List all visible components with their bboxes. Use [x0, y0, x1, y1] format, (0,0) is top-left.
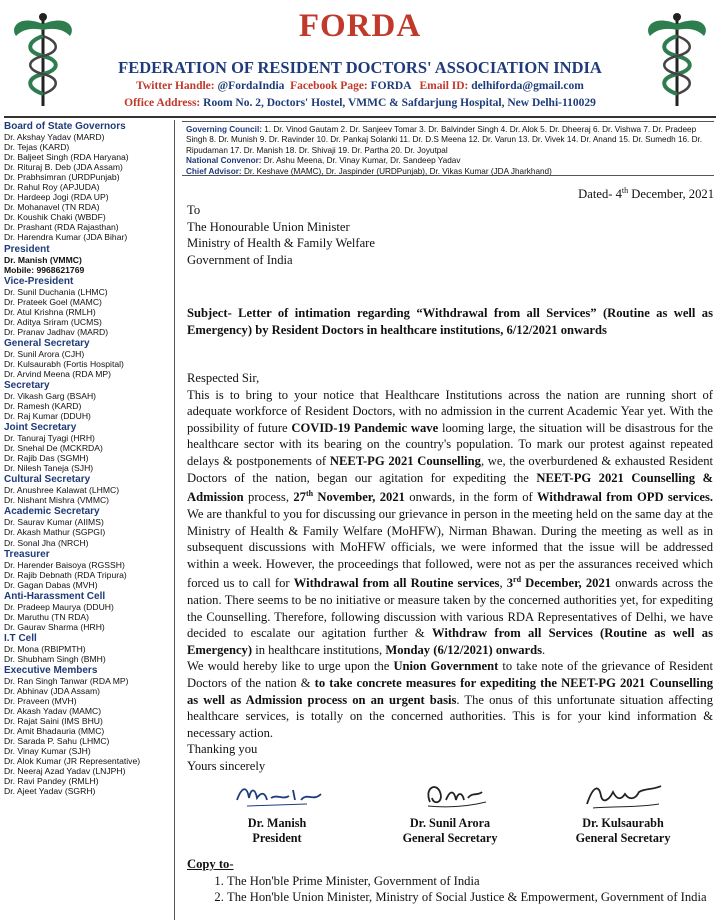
copy-to-item: 1. The Hon'ble Prime Minister, Government of India [227, 873, 713, 890]
sidebar-section-title: Academic Secretary [4, 506, 100, 518]
signatory-1-name: Dr. Manish [247, 816, 307, 830]
sidebar-member: Dr. Harendra Kumar (JDA Bihar) [4, 232, 128, 243]
sidebar-member: Dr. Praveen (MVH) [4, 696, 77, 707]
sidebar-member: Dr. Neeraj Azad Yadav (LNJPH) [4, 766, 126, 777]
closing-thanks: Thanking you [187, 742, 258, 757]
sidebar-member: Dr. Alok Kumar (JR Representative) [4, 756, 141, 767]
sidebar-member: Dr. Rajib Das (SGMH) [4, 453, 89, 464]
copy-to-list [187, 873, 713, 906]
recipient-line-3: Government of India [187, 252, 293, 267]
signature-block [187, 778, 713, 843]
copy-to-item: 2. The Hon'ble Union Minister, Ministry of Social Justice & Empowerment, Government of India [227, 889, 713, 906]
signature-1-icon [217, 778, 337, 812]
signatory-3-name: Dr. Kulsaurabh [582, 816, 664, 830]
sidebar-member: Dr. Nishant Mishra (VMMC) [4, 495, 110, 506]
copy-to-title: Copy to- [187, 857, 234, 871]
office-bearers-sidebar [4, 120, 175, 920]
sidebar-member: Dr. Maruthu (TN RDA) [4, 611, 89, 622]
sidebar-member: Dr. Ravi Pandey (RMLH) [4, 776, 99, 787]
sidebar-member: Dr. Pradeep Maurya (DDUH) [4, 601, 114, 612]
sidebar-member: Dr. Prabhsimran (URDPunjab) [4, 172, 120, 183]
chief-advisor-label: Chief Advisor: [186, 166, 242, 176]
sidebar-member: Dr. Ramesh (KARD) [4, 401, 82, 412]
sidebar-member: Dr. Gaurav Sharma (HRH) [4, 621, 105, 632]
org-short-name: FORDA [298, 8, 422, 44]
sidebar-section-title: Executive Members [4, 664, 98, 676]
sidebar-member: Dr. Akash Mathur (SGPGI) [4, 527, 106, 538]
signature-3-icon [563, 778, 683, 812]
signatory-2-name: Dr. Sunil Arora [409, 816, 491, 830]
letter-subject: Subject- Letter of intimation regarding “Withdrawal from all Services” (Routine as well as Emergency) by Resident Doctors in healthcare institutions, 6/12/2021 onwards [187, 306, 713, 337]
salutation: Respected Sir, [187, 371, 260, 385]
sidebar-member: Dr. Ran Singh Tanwar (RDA MP) [4, 675, 129, 686]
recipient-to: To [187, 203, 201, 217]
sidebar-member: Dr. Sarada P. Sahu (LHMC) [4, 736, 110, 747]
header-divider [4, 116, 716, 118]
governing-council-label: Governing Council: [186, 125, 262, 134]
sidebar-member: Dr. Rituraj B. Deb (JDA Assam) [4, 162, 123, 173]
governing-council-text: 1. Dr. Vinod Gautam 2. Dr. Sanjeev Tomar 3. Dr. Balvinder Singh 4. Dr. Alok 5. Dr. Dheeraj 6. Dr. Vishwa 7. Dr. Pradeep Singh 8. Dr. Munish 9. Dr. Ravinder 10. Dr. Pankaj Solanki 11. Dr. D.S Meena 12. Dr. Varun 13. Dr. Vivek 14. Dr. Anand 15. Dr. Sumedh 16. Dr. Ripudaman 17. Dr. Manish 18. Dr. Shivaji 19. Dr. Partha 20. Dr. Joyutpal [186, 125, 703, 155]
sidebar-member: Dr. Sunil Arora (CJH) [4, 348, 85, 359]
signatory-2-role: General Secretary [402, 831, 498, 845]
office-address: Room No. 2, Doctors' Hostel, VMMC & Safdarjung Hospital, New Delhi-110029 [203, 97, 596, 109]
sidebar-member: Dr. Rahul Roy (APJUDA) [4, 182, 100, 193]
sidebar-member: Dr. Prashant (RDA Rajasthan) [4, 222, 119, 233]
sidebar-member: Dr. Saurav Kumar (AIIMS) [4, 517, 104, 528]
sidebar-section-title: Anti-Harassment Cell [4, 590, 106, 602]
recipient-line-2: Ministry of Health & Family Welfare [187, 236, 375, 251]
sidebar-member: Dr. Aditya Sriram (UCMS) [4, 316, 102, 327]
twitter-handle[interactable]: @FordaIndia [217, 80, 285, 92]
sidebar-member: Dr. Anushree Kalawat (LHMC) [4, 485, 120, 496]
sidebar-section-title: Secretary [4, 379, 50, 391]
facebook-label: Facebook Page: [290, 80, 368, 92]
sidebar-member: Dr. Nilesh Taneja (SJH) [4, 463, 94, 474]
sidebar-member: Dr. Kulsaurabh (Fortis Hospital) [4, 358, 124, 369]
closing-yours: Yours sincerely [187, 759, 266, 774]
letter-date: Dated- 4th December, 2021 [578, 186, 714, 202]
sidebar-member: Dr. Manish (VMMC) [4, 254, 82, 265]
signatory-1-role: President [252, 831, 302, 845]
signatory-2 [380, 778, 520, 846]
sidebar-section-title: Cultural Secretary [4, 474, 91, 486]
body-paragraph-2: We would hereby like to urge upon the Union Government to take note of the grievance of Resident Doctors of the nation & to take concrete measures for expediting the NEET-PG 2021 Counselling as well as Admission process on an urgent basis. The onus of this unfortunate situation affecting healthcare services, is totally on the concerned authorities. This is for your kind information & necessary action. [187, 659, 714, 740]
signatory-3-role: General Secretary [575, 831, 671, 845]
national-convenor-text: Dr. Ashu Meena, Dr. Vinay Kumar, Dr. Sandeep Yadav [263, 156, 461, 166]
sidebar-member: Dr. Koushik Chaki (WBDF) [4, 212, 106, 223]
sidebar-member: Dr. Tanuraj Tyagi (HRH) [4, 433, 95, 444]
copy-to-section [187, 856, 713, 906]
sidebar-member: Dr. Atul Krishna (RMLH) [4, 306, 96, 317]
twitter-label: Twitter Handle: [136, 80, 215, 92]
sidebar-member: Dr. Ajeet Yadav (SGRH) [4, 786, 96, 797]
governing-council-box [182, 121, 714, 176]
sidebar-member: Dr. Baljeet Singh (RDA Haryana) [4, 152, 129, 163]
recipient-line-1: The Honourable Union Minister [187, 219, 350, 234]
sidebar-member: Dr. Mohanavel (TN RDA) [4, 202, 100, 213]
body-paragraph-1: This is to bring to your notice that Healthcare Institutions across the nation are running short of adequate workforce of Resident Doctors, with no admission in the current Academic Year yet. With the possibility of future COVID-19 Pandemic wave looming large, the situation will be disastrous for the healthcare sector with its bearing on the country's population. To mark our protest against repeated delays & postponements of NEET-PG 2021 Counselling, we, the overburdened & exhausted Resident Doctors of the nation, began our agitation for expediting the NEET-PG 2021 Counselling & Admission process, 27th November, 2021 onwards, in the form of Withdrawal from OPD services. We are thankful to you for discussing our grievance in person in the meeting held on the same day at the Ministry of Health & Family Welfare (MoHFW), Nirman Bhawan. During the meeting as well as in subsequent discussions with MoHFW officials, we were informed that the issue will be addressed within a week. However, the proceedings that followed, were not as per the assurances received which forced us to call for Withdrawal from all Routine services, 3rd December, 2021 onwards across the nation. There seems to be no initiative or measure taken by the concerned authorities yet, for expediting the Counselling. Therefore, following discussion with various RDA Representatives of Delhi, we have decided to escalate our agitation further & Withdraw from all Services (Routine as well as Emergency) in healthcare institutions, Monday (6/12/2021) onwards. [187, 387, 714, 657]
sidebar-section-title: General Secretary [4, 337, 90, 349]
org-full-name: FEDERATION OF RESIDENT DOCTORS' ASSOCIATION INDIA [118, 58, 602, 77]
sidebar-member: Dr. Rajat Saini (IMS BHU) [4, 716, 103, 727]
email-address[interactable]: delhiforda@gmail.com [471, 80, 584, 92]
sidebar-member: Dr. Raj Kumar (DDUH) [4, 411, 91, 422]
facebook-page[interactable]: FORDA [370, 80, 411, 92]
sidebar-member: Dr. Pranav Jadhav (MARD) [4, 326, 109, 337]
sidebar-member: Dr. Shubham Singh (BMH) [4, 653, 106, 664]
sidebar-member: Mobile: 9968621769 [4, 264, 85, 275]
sidebar-member: Dr. Akash Yadav (MAMC) [4, 706, 102, 717]
sidebar-member: Dr. Rajib Debnath (RDA Tripura) [4, 569, 127, 580]
sidebar-member: Dr. Gagan Dabas (MVH) [4, 579, 98, 590]
letter-body [187, 370, 713, 775]
sidebar-member: Dr. Vinay Kumar (SJH) [4, 746, 91, 757]
sidebar-member: Dr. Tejas (KARD) [4, 142, 70, 153]
sidebar-member: Dr. Abhinav (JDA Assam) [4, 685, 100, 696]
sidebar-member: Dr. Mona (RBIPMTH) [4, 643, 86, 654]
sidebar-section-title: I.T Cell [4, 632, 37, 644]
sidebar-member: Dr. Vikash Garg (BSAH) [4, 390, 97, 401]
signatory-3 [553, 778, 693, 846]
sidebar-section-title: President [4, 243, 50, 255]
chief-advisor-text: Dr. Keshave (MAMC), Dr. Jaspinder (URDPunjab), Dr. Vikas Kumar (JDA Jharkhand) [243, 166, 552, 176]
sidebar-member: Dr. Amit Bhadauria (MMC) [4, 726, 105, 737]
sidebar-member: Dr. Sunil Duchania (LHMC) [4, 286, 108, 297]
contact-line [0, 80, 720, 92]
sidebar-member: Dr. Akshay Yadav (MARD) [4, 132, 105, 142]
sidebar-section-title: Joint Secretary [4, 422, 77, 434]
sidebar-member: Dr. Snehal De (MCKRDA) [4, 443, 103, 454]
sidebar-section-title: Treasurer [4, 548, 50, 560]
email-label: Email ID: [419, 80, 469, 92]
sidebar-member: Dr. Hardeep Jogi (RDA UP) [4, 192, 109, 203]
sidebar-member: Dr. Prateek Goel (MAMC) [4, 296, 102, 307]
recipient-block [187, 202, 713, 268]
sidebar-section-title: Vice-President [4, 275, 74, 287]
sidebar-section-title: Board of State Governors [4, 121, 126, 132]
signature-2-icon [390, 778, 510, 812]
national-convenor-label: National Convenor: [186, 156, 262, 166]
office-label: Office Address: [124, 97, 201, 109]
signatory-1 [207, 778, 347, 846]
sidebar-member: Dr. Sonal Jha (NRCH) [4, 537, 89, 548]
sidebar-member: Dr. Arvind Meena (RDA MP) [4, 368, 111, 379]
office-address-line [0, 97, 720, 109]
sidebar-member: Dr. Harender Baisoya (RGSSH) [4, 559, 125, 570]
letterhead [0, 0, 720, 118]
